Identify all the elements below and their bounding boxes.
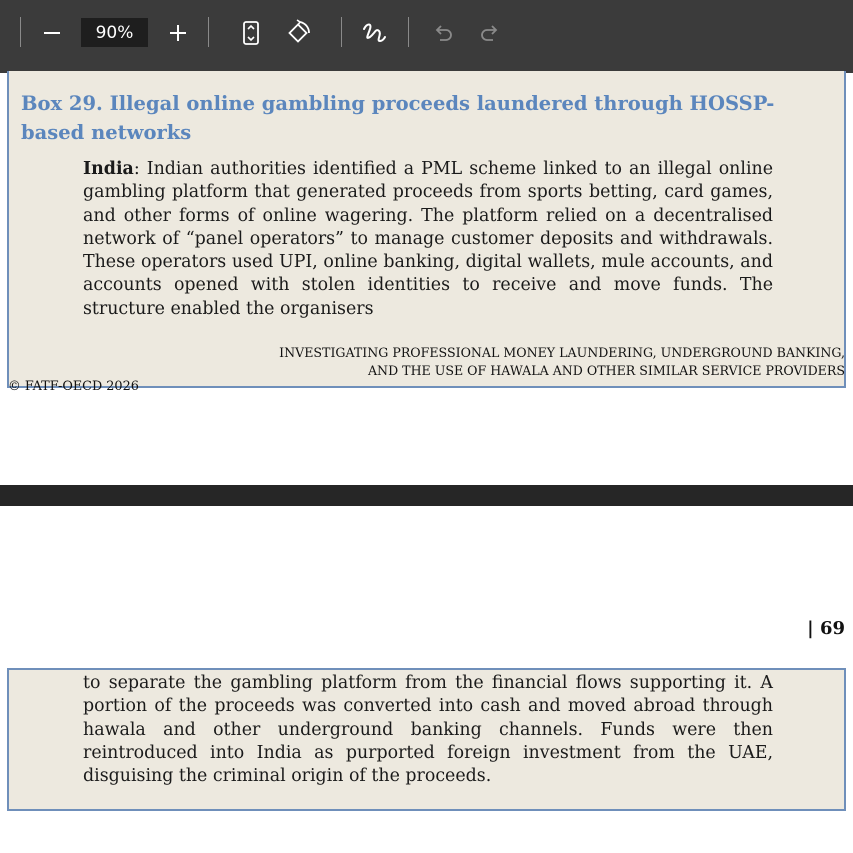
fit-to-page-icon — [240, 20, 262, 46]
pdf-toolbar — [0, 0, 853, 73]
copyright: © FATF-OECD 2026 — [8, 379, 139, 394]
zoom-in-button[interactable] — [161, 16, 195, 50]
toolbar-separator — [341, 17, 342, 47]
plus-icon — [168, 23, 188, 43]
toolbar-separator — [208, 17, 209, 47]
paragraph-lead: India — [83, 159, 134, 179]
text-box — [7, 71, 846, 388]
draw-button[interactable] — [357, 16, 391, 50]
rotate-icon — [284, 19, 312, 47]
footer-line: INVESTIGATING PROFESSIONAL MONEY LAUNDERING, UNDERGROUND BANKING, — [279, 345, 845, 360]
draw-icon — [361, 20, 387, 46]
paragraph-text: : Indian authorities identified a PML scheme linked to an illegal online gambling platform that generated proceeds from sports betting, card games, and other forms of online wagering. The platform relied on a decentralised network of “panel operators” to manage customer deposits and withdrawals. These operators used UPI, online banking, digital wallets, mule accounts, and accounts opened with stolen identities to receive and move funds. The structure enabled the organisers — [83, 159, 773, 319]
zoom-level-input[interactable]: 90% — [81, 18, 148, 47]
page-gap — [0, 485, 853, 506]
redo-icon — [479, 22, 501, 44]
pdf-page — [0, 506, 853, 853]
toolbar-separator — [408, 17, 409, 47]
footer-line: AND THE USE OF HAWALA AND OTHER SIMILAR SERVICE PROVIDERS — [367, 363, 845, 378]
zoom-out-button[interactable] — [35, 16, 69, 50]
page-number: | 69 — [807, 618, 845, 639]
minus-icon — [42, 23, 62, 43]
redo-button[interactable] — [473, 16, 507, 50]
running-footer — [279, 344, 845, 380]
undo-button[interactable] — [426, 16, 460, 50]
undo-icon — [432, 22, 454, 44]
pdf-page — [0, 73, 853, 485]
fit-to-page-button[interactable] — [234, 16, 268, 50]
box-title: Box 29. Illegal online gambling proceeds laundered through HOSSP-based networks — [21, 92, 775, 144]
box-paragraph — [83, 158, 773, 321]
toolbar-separator — [20, 17, 21, 47]
box-paragraph: to separate the gambling platform from the financial flows supporting it. A portion of the proceeds was converted into cash and moved abroad through hawala and other underground banking channels. Funds were then reintroduced into India as purported foreign investment from the UAE, disguising the criminal origin of the proceeds. — [83, 673, 773, 787]
text-box — [7, 668, 846, 811]
rotate-button[interactable] — [281, 16, 315, 50]
